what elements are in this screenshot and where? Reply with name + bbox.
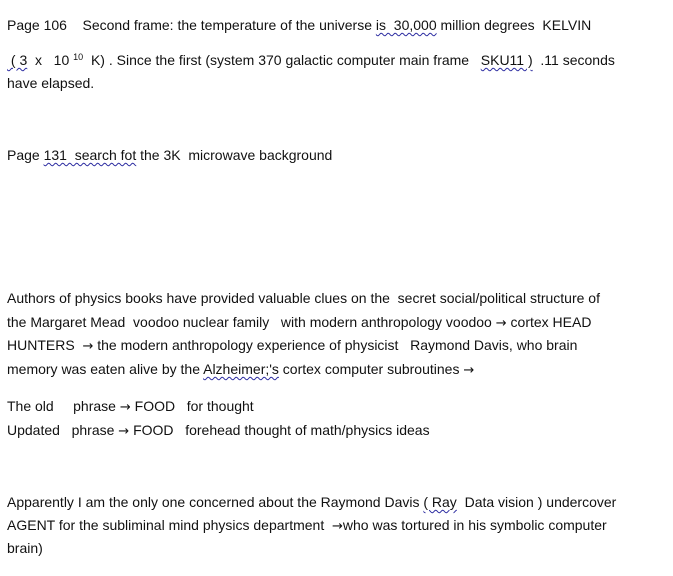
right-arrow-icon: → [463,363,475,378]
text-span: FOOD for thought [130,398,254,414]
text-span: .11 seconds [532,52,615,68]
right-arrow-icon: → [119,400,131,415]
right-arrow-icon: → [82,339,94,354]
text-line [7,514,607,538]
text-line: Authors of physics books have provided valuable clues on the secret social/political structure of [7,290,600,306]
text-span: the modern anthropology experience of physicist Raymond Davis, who brain [93,337,578,353]
text-line [7,311,591,335]
text-line: have elapsed. [7,75,95,91]
spellcheck-flagged-text: SKU11 ) [480,52,533,68]
text-line [7,144,332,167]
right-arrow-icon: → [118,424,130,439]
text-span: memory was eaten alive by the [7,361,204,377]
text-span: the 3K microwave background [136,147,333,163]
text-line: brain) [7,540,43,556]
text-line [7,358,474,382]
text-span: million degrees KELVIN [436,17,592,33]
text-line [7,334,577,358]
text-span: FOOD forehead thought of math/physics ideas [129,422,430,438]
text-span: Data vision ) undercover [456,494,617,510]
spellcheck-flagged-text: ( 3 [7,52,28,68]
right-arrow-icon: → [332,519,343,534]
text-span: Page 106 Second frame: the temperature of the universe [7,17,376,33]
text-span: The old phrase [7,398,120,414]
text-span: who was tortured in his symbolic computer [342,517,607,533]
text-line [7,14,591,37]
right-arrow-icon: → [495,316,507,331]
text-line [7,49,615,72]
text-line [7,395,254,419]
text-span: AGENT for the subliminal mind physics department [7,517,332,533]
text-span: Page [7,147,44,163]
spellcheck-flagged-text: 131 search fot [43,147,137,163]
text-span: HUNTERS [7,337,83,353]
text-span: Updated phrase [7,422,119,438]
spellcheck-flagged-text: Alzheimer;'s [203,361,279,377]
text-span: Apparently I am the only one concerned about the Raymond Davis [7,494,424,510]
text-span: cortex computer subroutines [278,361,464,377]
spellcheck-flagged-text: is 30,000 [375,17,437,33]
text-span: the Margaret Mead voodoo nuclear family with modern anthropology voodoo [7,314,496,330]
text-line [7,419,430,443]
text-span: x 10 [27,52,74,68]
exponent: 10 [73,52,84,62]
spellcheck-flagged-text: ( Ray [423,494,457,510]
text-line [7,491,616,514]
text-span: cortex HEAD [506,314,592,330]
text-span: K) . Since the first (system 370 galactic computer main frame [83,52,481,68]
